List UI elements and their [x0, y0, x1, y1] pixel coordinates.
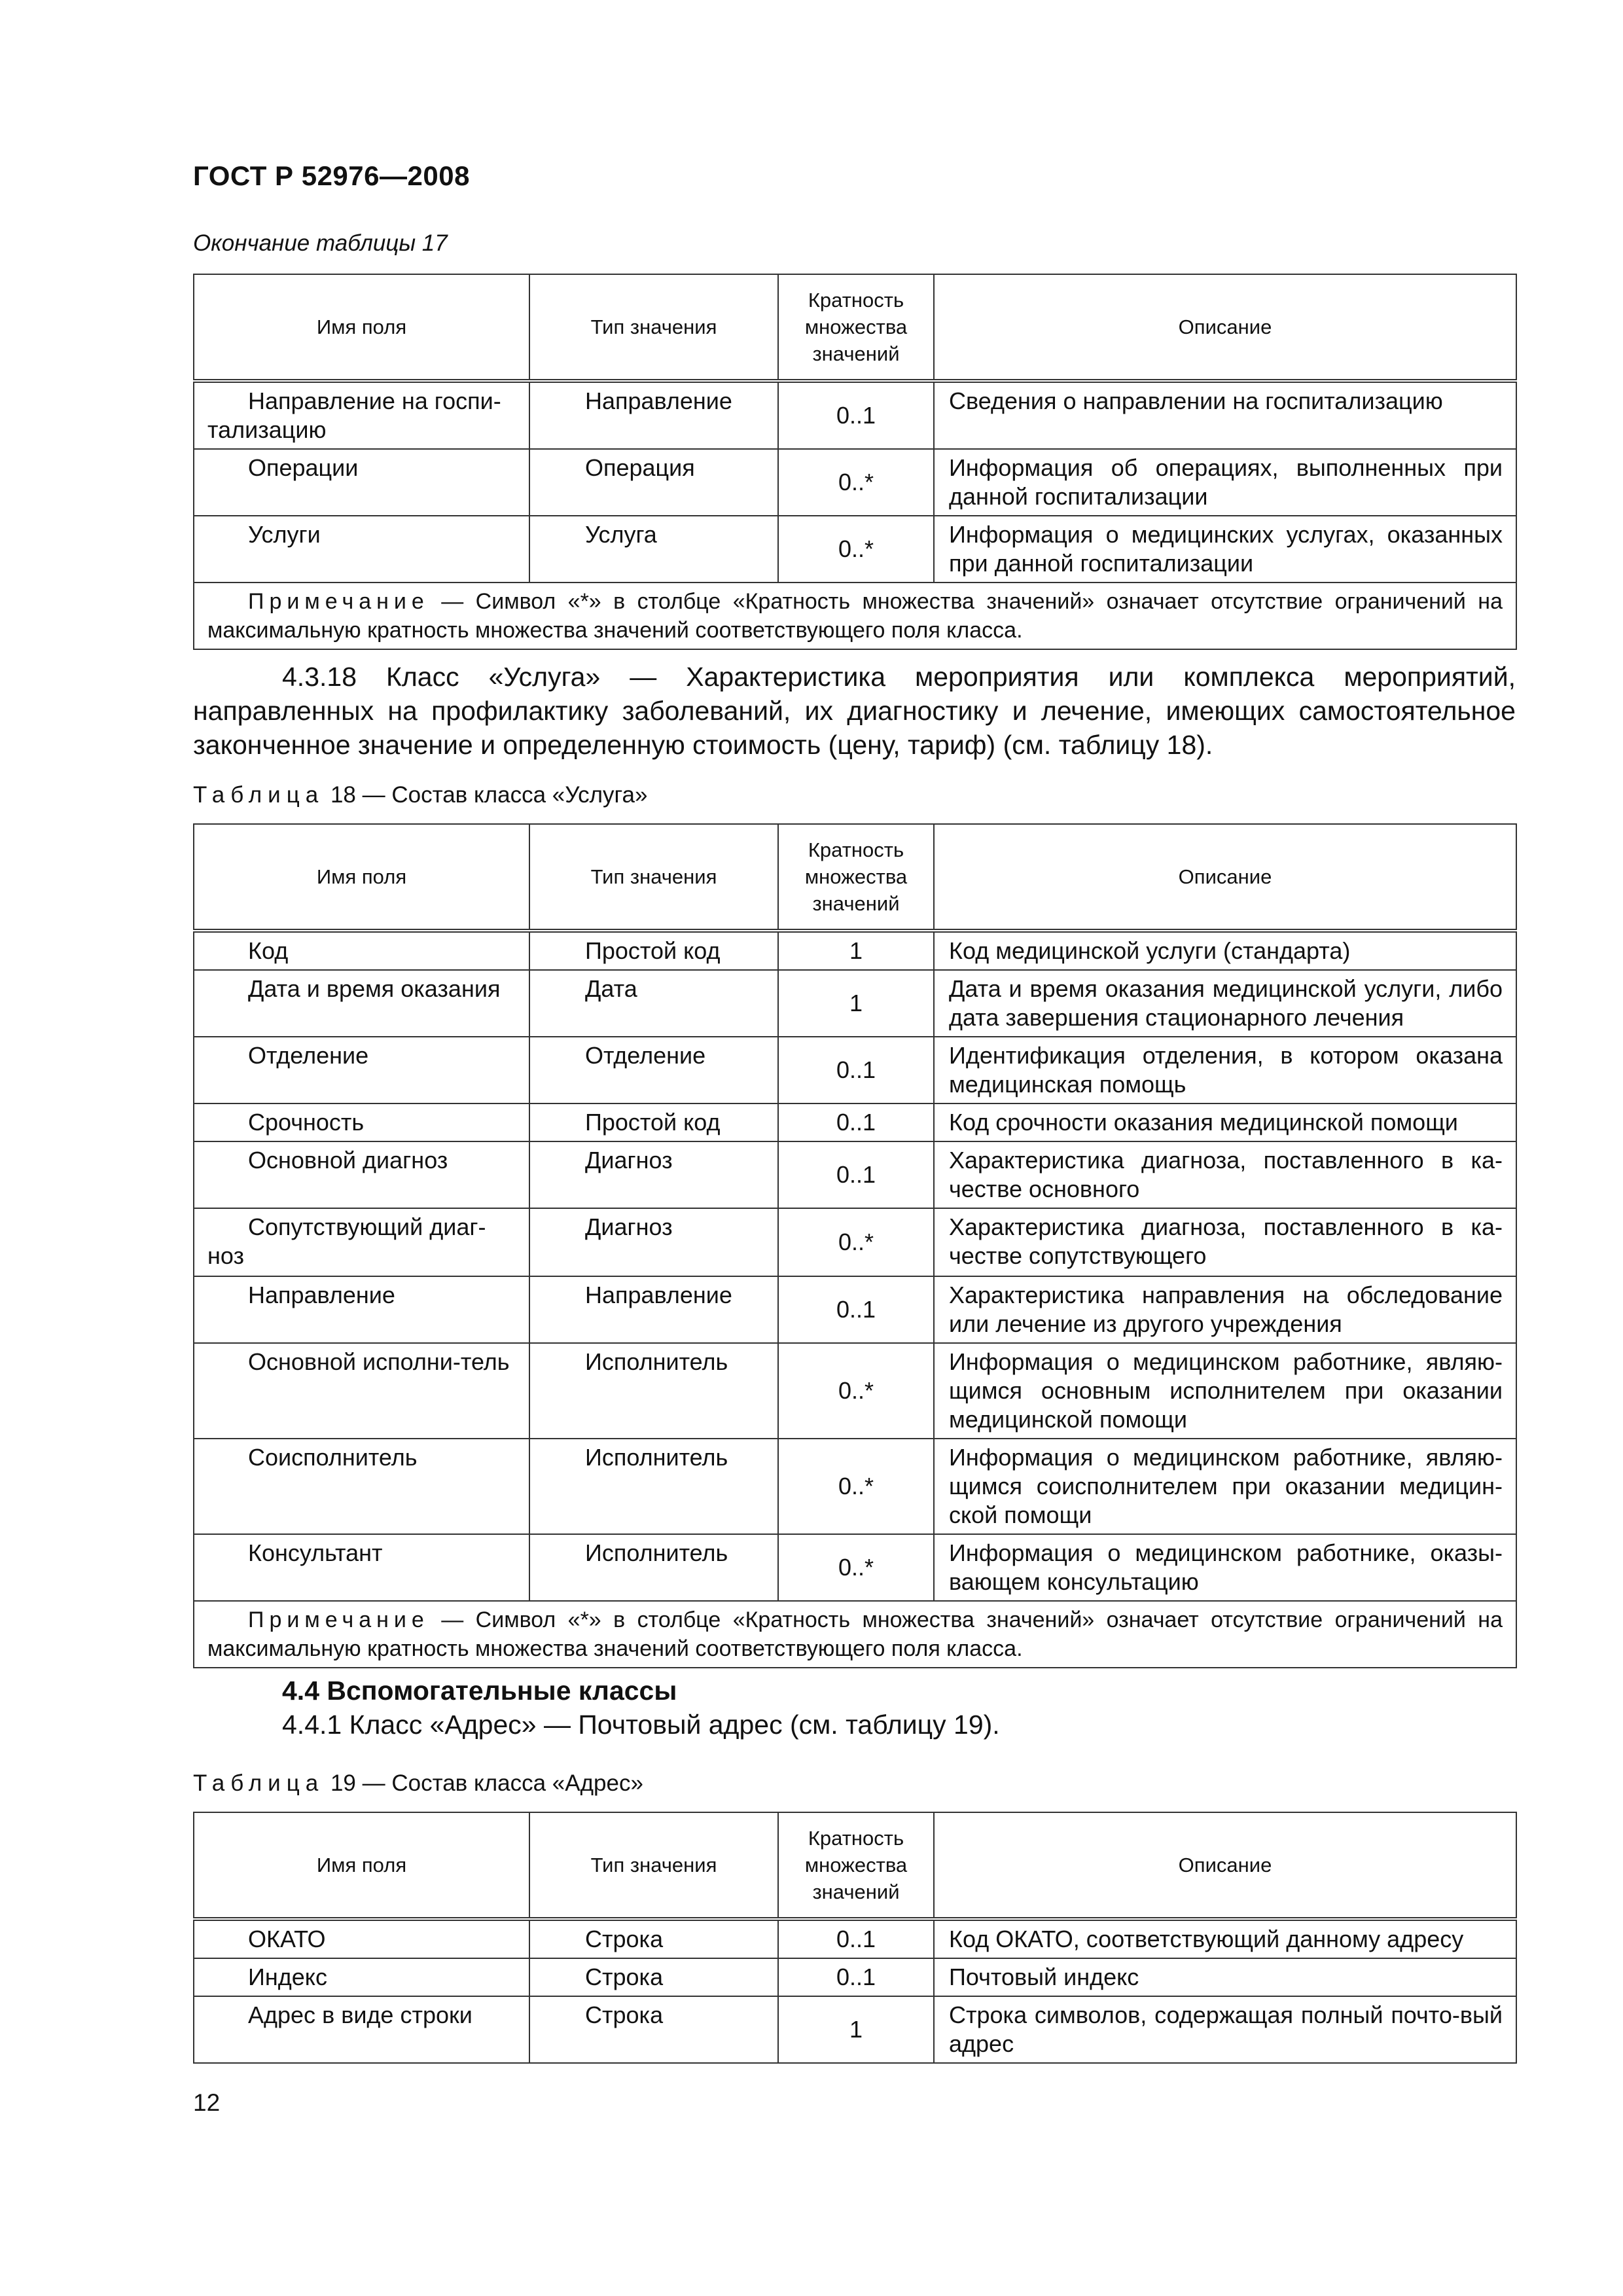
- table-row: [194, 1534, 1516, 1601]
- cell-field-name: Дата и время оказания: [194, 970, 529, 1037]
- header-multiplicity: Кратность множества значений: [778, 274, 934, 381]
- paragraph-4-3-18: 4.3.18 Класс «Услуга» — Характеристика мероприятия или комплекса мероприятий, направленных на профилактику заболеваний, их диагностику и лечение, имеющих самостоятельное законченное значение и определенную стоимость (цену, тариф) (см. таблицу 18).: [193, 662, 1516, 760]
- cell-multiplicity: 0..1: [778, 1919, 934, 1958]
- cell-description: Почтовый индекс: [934, 1958, 1516, 1996]
- cell-value-type: Диагноз: [529, 1208, 778, 1276]
- table17-continuation-caption: Окончание таблицы 17: [193, 230, 448, 256]
- table-row: [194, 516, 1516, 583]
- cell-multiplicity: 0..1: [778, 1037, 934, 1103]
- cell-multiplicity: 1: [778, 970, 934, 1037]
- cell-field-name: Срочность: [194, 1103, 529, 1141]
- page-number: 12: [193, 2089, 221, 2116]
- cell-description: Строка символов, содержащая полный почто-вый адрес: [934, 1996, 1516, 2063]
- table-row: [194, 931, 1516, 970]
- cell-value-type: Отделение: [529, 1037, 778, 1103]
- header-value-type: Тип значения: [529, 274, 778, 381]
- header-multiplicity: Кратность множества значений: [778, 1812, 934, 1919]
- cell-field-name: Код: [194, 931, 529, 970]
- header-field-name: Имя поля: [194, 824, 529, 931]
- cell-field-name: Соисполнитель: [194, 1439, 529, 1534]
- cell-description: Информация о медицинском работнике, являю-щимся соисполнителем при оказании медицин-ской помощи: [934, 1439, 1516, 1534]
- table-row: [194, 970, 1516, 1037]
- cell-multiplicity: 0..*: [778, 1439, 934, 1534]
- cell-field-name: Отделение: [194, 1037, 529, 1103]
- cell-value-type: Строка: [529, 1996, 778, 2063]
- table-row: [194, 1919, 1516, 1958]
- header-value-type: Тип значения: [529, 1812, 778, 1919]
- table-18: [193, 823, 1517, 1668]
- cell-value-type: Строка: [529, 1919, 778, 1958]
- header-field-name: Имя поля: [194, 1812, 529, 1919]
- table-header-row: [194, 824, 1516, 931]
- cell-field-name: Операции: [194, 449, 529, 516]
- cell-multiplicity: 1: [778, 1996, 934, 2063]
- cell-field-name: ОКАТО: [194, 1919, 529, 1958]
- cell-multiplicity: 0..1: [778, 1103, 934, 1141]
- cell-value-type: Услуга: [529, 516, 778, 583]
- cell-value-type: Исполнитель: [529, 1534, 778, 1601]
- table-header-row: [194, 274, 1516, 381]
- cell-description: Код ОКАТО, соответствующий данному адресу: [934, 1919, 1516, 1958]
- header-field-name: Имя поля: [194, 274, 529, 381]
- cell-value-type: Дата: [529, 970, 778, 1037]
- cell-field-name: Основной исполни-тель: [194, 1343, 529, 1439]
- cell-description: Информация о медицинских услугах, оказанных при данной госпитализации: [934, 516, 1516, 583]
- table-row: [194, 449, 1516, 516]
- table-row: [194, 1276, 1516, 1343]
- header-description: Описание: [934, 274, 1516, 381]
- cell-field-name: Услуги: [194, 516, 529, 583]
- table-row: [194, 1996, 1516, 2063]
- cell-multiplicity: 0..*: [778, 1534, 934, 1601]
- cell-multiplicity: 0..*: [778, 1343, 934, 1439]
- table19-caption-text: 19 — Состав класса «Адрес»: [324, 1770, 643, 1796]
- note-label: Примечание: [248, 1607, 429, 1632]
- cell-field-name: Направление: [194, 1276, 529, 1343]
- cell-field-name: Направление на госпи-тализацию: [194, 381, 529, 449]
- cell-multiplicity: 0..1: [778, 381, 934, 449]
- table-row: [194, 1343, 1516, 1439]
- table-row: [194, 1141, 1516, 1208]
- cell-description: Дата и время оказания медицинской услуги, либо дата завершения стационарного лечения: [934, 970, 1516, 1037]
- note-text: — Символ «*» в столбце «Кратность множества значений» означает отсутствие ограничений на максимальную кратность множества значений соответствующего поля класса.: [207, 589, 1503, 643]
- table18-caption-label: Таблица: [193, 782, 325, 808]
- cell-description: Характеристика направления на обследование или лечение из другого учреждения: [934, 1276, 1516, 1343]
- table-header-row: [194, 1812, 1516, 1919]
- cell-value-type: Простой код: [529, 931, 778, 970]
- cell-multiplicity: 0..1: [778, 1276, 934, 1343]
- table-row: [194, 381, 1516, 449]
- cell-multiplicity: 0..*: [778, 1208, 934, 1276]
- table18-caption: [193, 782, 648, 808]
- cell-description: Характеристика диагноза, поставленного в ка-честве основного: [934, 1141, 1516, 1208]
- cell-value-type: Направление: [529, 1276, 778, 1343]
- section-4-4-1-paragraph: 4.4.1 Класс «Адрес» — Почтовый адрес (см. таблицу 19).: [282, 1710, 1000, 1740]
- cell-description: Характеристика диагноза, поставленного в ка-честве сопутствующего: [934, 1208, 1516, 1276]
- cell-value-type: Исполнитель: [529, 1343, 778, 1439]
- table-row: [194, 1037, 1516, 1103]
- cell-value-type: Диагноз: [529, 1141, 778, 1208]
- cell-description: Информация об операциях, выполненных при данной госпитализации: [934, 449, 1516, 516]
- header-multiplicity: Кратность множества значений: [778, 824, 934, 931]
- cell-field-name: Основной диагноз: [194, 1141, 529, 1208]
- table-note-row: [194, 1601, 1516, 1668]
- section-4-4-heading: 4.4 Вспомогательные классы: [282, 1676, 677, 1706]
- cell-description: Информация о медицинском работнике, оказы-вающем консультацию: [934, 1534, 1516, 1601]
- table19-caption-label: Таблица: [193, 1770, 325, 1796]
- cell-value-type: Исполнитель: [529, 1439, 778, 1534]
- cell-multiplicity: 0..*: [778, 516, 934, 583]
- table-17-end: [193, 274, 1517, 650]
- header-value-type: Тип значения: [529, 824, 778, 931]
- cell-field-name: Индекс: [194, 1958, 529, 1996]
- table-note: [194, 583, 1516, 649]
- cell-value-type: Строка: [529, 1958, 778, 1996]
- note-label: Примечание: [248, 589, 429, 614]
- cell-description: Информация о медицинском работнике, являю-щимся основным исполнителем при оказании медицинской помощи: [934, 1343, 1516, 1439]
- cell-field-name: Консультант: [194, 1534, 529, 1601]
- table-note: [194, 1601, 1516, 1668]
- cell-multiplicity: 0..*: [778, 449, 934, 516]
- table-row: [194, 1103, 1516, 1141]
- table-note-row: [194, 583, 1516, 649]
- cell-multiplicity: 0..1: [778, 1141, 934, 1208]
- cell-field-name: Сопутствующий диаг-ноз: [194, 1208, 529, 1276]
- cell-field-name: Адрес в виде строки: [194, 1996, 529, 2063]
- cell-value-type: Направление: [529, 381, 778, 449]
- table18-caption-text: 18 — Состав класса «Услуга»: [324, 782, 648, 808]
- cell-description: Код медицинской услуги (стандарта): [934, 931, 1516, 970]
- cell-description: Сведения о направлении на госпитализацию: [934, 381, 1516, 449]
- cell-multiplicity: 0..1: [778, 1958, 934, 1996]
- header-description: Описание: [934, 824, 1516, 931]
- cell-description: Идентификация отделения, в котором оказана медицинская помощь: [934, 1037, 1516, 1103]
- table19-caption: [193, 1770, 643, 1797]
- header-description: Описание: [934, 1812, 1516, 1919]
- cell-description: Код срочности оказания медицинской помощи: [934, 1103, 1516, 1141]
- table-row: [194, 1958, 1516, 1996]
- cell-multiplicity: 1: [778, 931, 934, 970]
- table-row: [194, 1439, 1516, 1534]
- cell-value-type: Операция: [529, 449, 778, 516]
- table-19: [193, 1812, 1517, 2064]
- cell-value-type: Простой код: [529, 1103, 778, 1141]
- table-row: [194, 1208, 1516, 1276]
- document-header-title: ГОСТ Р 52976—2008: [193, 160, 470, 191]
- note-text: — Символ «*» в столбце «Кратность множества значений» означает отсутствие ограничений на максимальную кратность множества значений соответствующего поля класса.: [207, 1607, 1503, 1661]
